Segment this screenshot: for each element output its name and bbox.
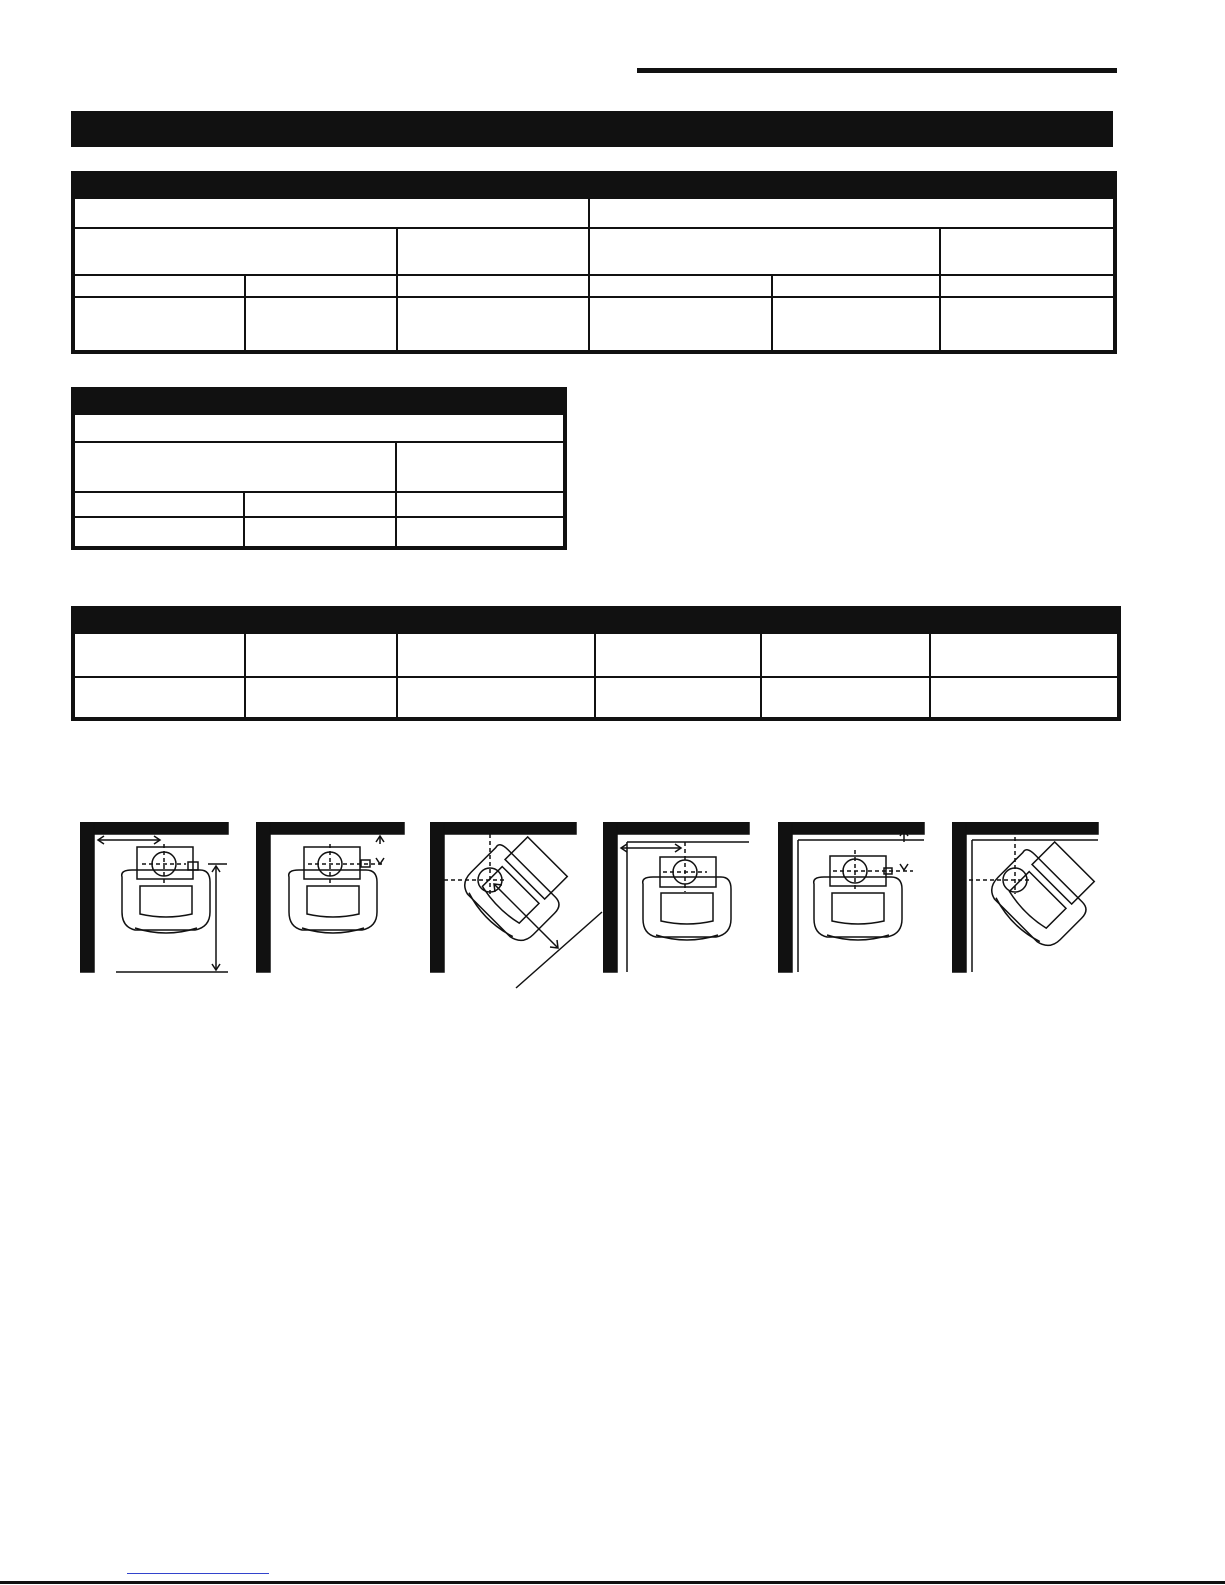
table-cell	[73, 198, 589, 228]
footer-link-underline[interactable]	[127, 1573, 269, 1574]
table-cell	[245, 633, 397, 677]
table-cell	[761, 633, 930, 677]
table-cell	[930, 633, 1119, 677]
table-cell	[73, 492, 244, 517]
table-header	[73, 173, 1115, 198]
clearance-diagram-straight-rear-insert	[778, 822, 928, 1002]
table-cell	[73, 275, 245, 297]
table-cell	[73, 442, 396, 492]
table-cell	[396, 442, 565, 492]
table-cell	[397, 275, 589, 297]
clearance-diagram-corner-insert	[952, 822, 1102, 1002]
table-cell	[397, 297, 589, 352]
table-cell	[589, 275, 772, 297]
table-cell	[73, 633, 245, 677]
table-header	[73, 389, 565, 414]
table-header	[73, 608, 1119, 633]
table-cell	[244, 492, 395, 517]
clearance-diagram-straight-side-insert	[603, 822, 753, 1002]
clearance-diagram-straight-rear	[256, 822, 406, 1002]
table-cell	[396, 492, 565, 517]
footer-rule	[0, 1581, 1225, 1584]
table-cell	[397, 633, 595, 677]
section-title-bar	[71, 111, 1113, 147]
table-cell	[397, 228, 589, 275]
table-cell	[73, 677, 245, 719]
header-rule	[637, 68, 1117, 73]
table-cell	[761, 677, 930, 719]
table-cell	[940, 275, 1115, 297]
table-cell	[397, 677, 595, 719]
table-cell	[244, 517, 395, 548]
clearance-table-1	[71, 171, 1117, 354]
table-cell	[772, 275, 940, 297]
table-cell	[245, 677, 397, 719]
table-cell	[73, 414, 565, 442]
table-cell	[589, 228, 940, 275]
table-cell	[595, 677, 761, 719]
table-cell	[940, 228, 1115, 275]
clearance-table-3	[71, 606, 1121, 721]
table-cell	[245, 297, 397, 352]
table-cell	[595, 633, 761, 677]
table-cell	[589, 297, 772, 352]
table-cell	[73, 228, 397, 275]
clearance-table-2	[71, 387, 567, 550]
clearance-diagram-straight-side	[80, 822, 230, 1002]
table-cell	[245, 275, 397, 297]
clearance-diagram-corner	[430, 822, 605, 1002]
table-cell	[73, 517, 244, 548]
table-cell	[396, 517, 565, 548]
table-cell	[930, 677, 1119, 719]
table-cell	[73, 297, 245, 352]
table-cell	[940, 297, 1115, 352]
table-cell	[589, 198, 1115, 228]
table-cell	[772, 297, 940, 352]
